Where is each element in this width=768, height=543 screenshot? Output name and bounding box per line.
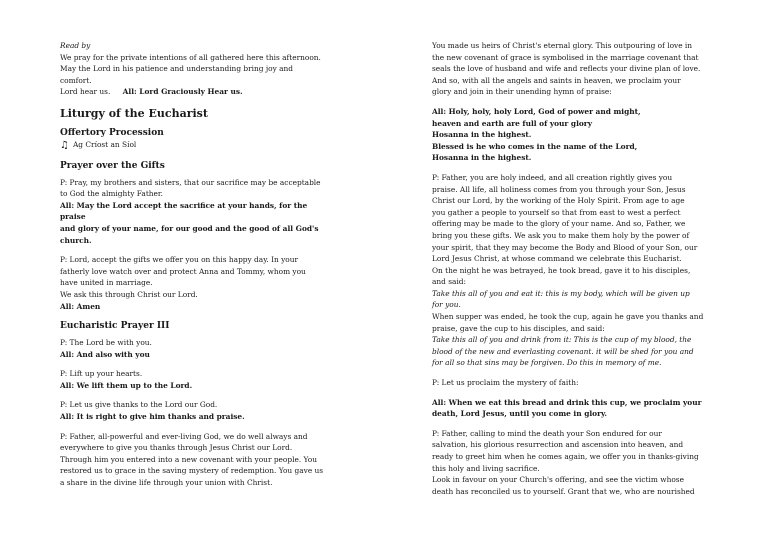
music-note-icon: ♫ — [60, 139, 69, 151]
holy-indeed-line: P: Father, you are holy indeed, and all creation rightly gives you — [432, 172, 673, 182]
lord-hear-us-response: All: Lord Graciously Hear us. — [122, 87, 243, 97]
dialogue-priest: P: The Lord be with you. — [60, 338, 152, 348]
prayer-gifts-line: to God the almighty Father. — [60, 189, 163, 199]
preface-line: everywhere to give you thanks through Jesus Christ our Lord. — [60, 443, 293, 453]
accept-gifts-line: have united in marriage. — [60, 278, 153, 288]
holy-indeed-line: and said: — [432, 277, 467, 287]
intro-line: glory and join in their unending hymn of praise: — [432, 87, 612, 97]
consecration-cup: for all so that sins may be forgiven. Do this in memory of me. — [432, 358, 662, 368]
intercession-line: May the Lord in his patience and understanding bring joy and — [60, 64, 294, 74]
holy-indeed-line: Christ our Lord, by the working of the Holy Spirit. From age to age — [432, 196, 685, 206]
preface-line: restored us to grace in the saving mystery of redemption. You gave us — [60, 466, 324, 476]
anamnesis-line: Look in favour on your Church's offering, and see the victim whose — [432, 475, 684, 485]
amen-response: All: Amen — [60, 301, 101, 311]
holy-indeed-line: Lord Jesus Christ, at whose command we celebrate this Eucharist. — [432, 254, 682, 264]
holy-indeed-line: your spirit, that they may become the Body and Blood of your Son, our — [432, 242, 698, 252]
offertory-heading: Offertory Procession — [60, 127, 164, 138]
sanctus-line: Hosanna in the highest. — [432, 153, 532, 163]
prayer-gifts-response: and glory of your name, for our good and the good of all God's church. — [60, 223, 319, 245]
accept-gifts-line: P: Lord, accept the gifts we offer you on this happy day. In your — [60, 255, 299, 265]
acclamation-line: death, Lord Jesus, until you come in glory. — [432, 409, 608, 419]
right-page — [432, 40, 710, 497]
consecration-cup: Take this all of you and drink from it: This is the cup of my blood, the — [432, 335, 692, 345]
dialogue-response: All: We lift them up to the Lord. — [60, 380, 193, 390]
mystery-of-faith: P: Let us proclaim the mystery of faith: — [432, 378, 579, 388]
intercession-line: We pray for the private intentions of all gathered here this afternoon. — [60, 52, 321, 62]
sanctus-line: All: Holy, holy, holy Lord, God of power and might, — [432, 106, 641, 116]
dialogue-priest: P: Lift up your hearts. — [60, 369, 143, 379]
anamnesis-line: death has reconciled us to yourself. Grant that we, who are nourished — [432, 486, 695, 496]
intercession-line: comfort. — [60, 75, 92, 85]
prayer-gifts-line: P: Pray, my brothers and sisters, that our sacrifice may be acceptable — [60, 177, 321, 187]
consecration-bread: for you. — [432, 300, 461, 310]
offertory-hymn-row — [60, 139, 335, 152]
holy-indeed-line: you gather a people to yourself so that from east to west a perfect — [432, 207, 681, 217]
consecration-bread: Take this all of you and eat it: this is my body, which will be given up — [432, 288, 690, 298]
liturgy-heading: Liturgy of the Eucharist — [60, 106, 208, 120]
preface-line: a share in the divine life through your union with Christ. — [60, 478, 273, 488]
intro-line: seals the love of husband and wife and reflects your divine plan of love. — [432, 64, 701, 74]
read-by: Read by — [60, 41, 91, 50]
accept-gifts-line: fatherly love watch over and protect Anna and Tommy, whom you — [60, 266, 306, 276]
acclamation-line: All: When we eat this bread and drink this cup, we proclaim your — [432, 397, 702, 407]
sanctus-line: Hosanna in the highest. — [432, 130, 532, 140]
sanctus-line: heaven and earth are full of your glory — [432, 118, 592, 128]
holy-indeed-line: On the night he was betrayed, he took bread, gave it to his disciples, — [432, 265, 691, 275]
anamnesis-line: P: Father, calling to mind the death your Son endured for our — [432, 428, 662, 438]
intercession-response — [60, 86, 335, 98]
offertory-hymn: Ag Críost an Síol — [72, 139, 137, 149]
supper-line: praise, gave the cup to his disciples, and said: — [432, 323, 605, 333]
left-page — [60, 40, 335, 489]
preface-line: Through him you entered into a new covenant with your people. You — [60, 454, 317, 464]
intro-line: You made us heirs of Christ's eternal glory. This outpouring of love in — [432, 41, 693, 50]
eucharistic-prayer-heading: Eucharistic Prayer III — [60, 321, 170, 332]
supper-line: When supper was ended, he took the cup, again he gave you thanks and — [432, 312, 704, 322]
consecration-cup: blood of the new and everlasting covenant. it will be shed for you and — [432, 346, 694, 356]
anamnesis-line: salvation, his glorious resurrection and ascension into heaven, and — [432, 440, 684, 450]
intro-line: And so, with all the angels and saints in heaven, we proclaim your — [432, 75, 681, 85]
dialogue-response: All: It is right to give him thanks and praise. — [60, 412, 245, 422]
anamnesis-line: this holy and living sacrifice. — [432, 463, 540, 473]
lord-hear-us: Lord hear us. — [60, 87, 111, 97]
dialogue-response: All: And also with you — [60, 349, 150, 359]
dialogue-priest: P: Let us give thanks to the Lord our God. — [60, 400, 218, 410]
holy-indeed-line: bring you these gifts. We ask you to make them holy by the power of — [432, 230, 690, 240]
preface-line: P: Father, all-powerful and ever-living God, we do well always and — [60, 431, 308, 441]
anamnesis-line: ready to greet him when he comes again, we offer you in thanks-giving — [432, 452, 699, 461]
holy-indeed-line: offering may be made to the glory of your name. And so, Father, we — [432, 219, 686, 229]
prayer-gifts-response: All: May the Lord accept the sacrifice at your hands, for the praise — [60, 200, 308, 222]
accept-gifts-line: We ask this through Christ our Lord. — [60, 289, 198, 299]
holy-indeed-line: praise. All life, all holiness comes from you through your Son, Jesus — [432, 184, 686, 194]
prayer-gifts-heading: Prayer over the Gifts — [60, 160, 165, 171]
intro-line: the new covenant of grace is symbolised in the marriage covenant that — [432, 52, 699, 62]
sanctus-line: Blessed is he who comes in the name of the Lord, — [432, 141, 638, 151]
